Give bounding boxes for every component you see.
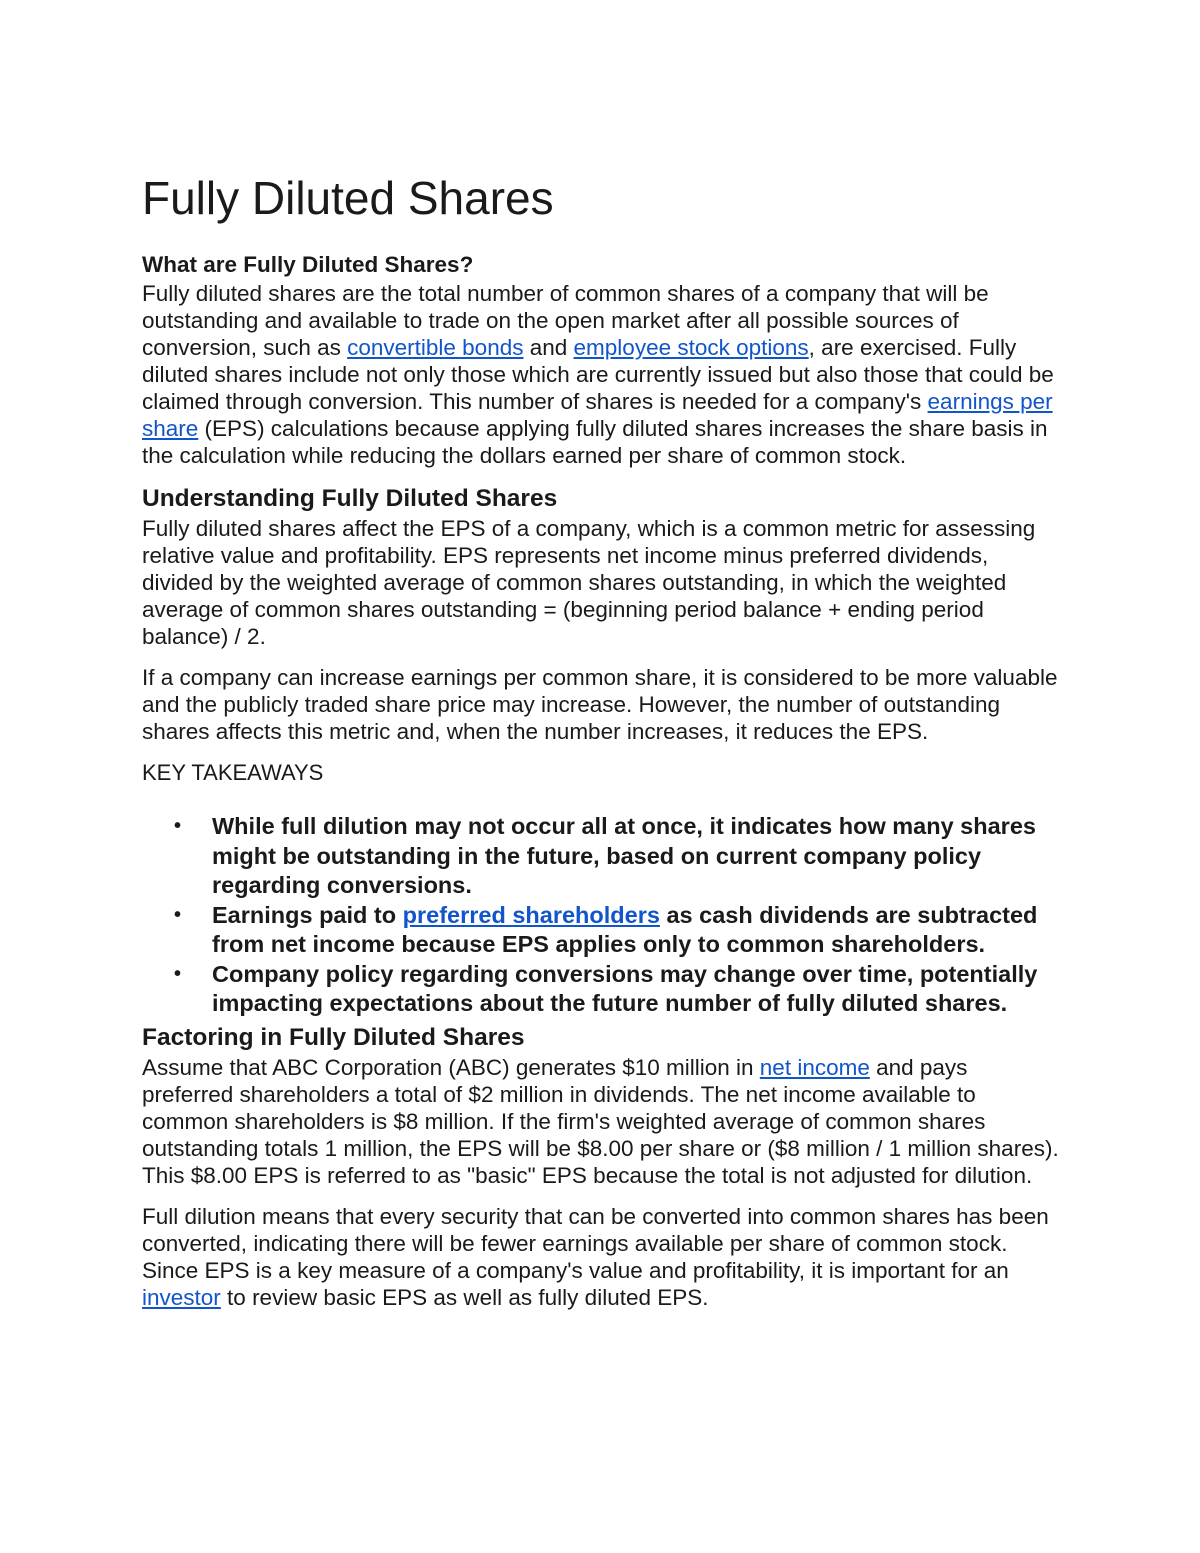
link-earnings-per-share[interactable]: earnings per share — [142, 389, 1053, 441]
link-employee-stock-options[interactable]: employee stock options — [573, 335, 809, 360]
text-run: to review basic EPS as well as fully diluted EPS. — [220, 1284, 709, 1310]
key-takeaways — [142, 759, 1062, 1019]
bullet-icon: • — [174, 815, 182, 837]
section-understanding-paragraph-1: Fully diluted shares affect the EPS of a company, which is a common metric for assessing relative value and profitability. EPS represents net income minus preferred dividends, divided by the weighted average of common shares outstanding, in which the weighted average of common shares outstanding = (beginning period balance + ending period balance) / 2. — [142, 516, 1036, 649]
list-item — [142, 901, 1062, 960]
section-what-are-paragraph — [142, 280, 1062, 469]
text-run: Company policy regarding conversions may change over time, potentially impacting expectations about the future number of fully diluted shares. — [212, 960, 1038, 1016]
key-takeaways-title: KEY TAKEAWAYS — [142, 760, 324, 785]
link-convertible-bonds[interactable]: convertible bonds — [347, 335, 524, 360]
text-run: Full dilution means that every security that can be converted into common shares has been converted, indicating there will be fewer earnings available per share of common stock. Since EPS is a key measure of a company's value and profitability, it is important for an — [142, 1203, 1049, 1283]
list-item — [142, 812, 1062, 901]
section-heading-understanding: Understanding Fully Diluted Shares — [142, 485, 558, 512]
section-understanding-paragraph-2: If a company can increase earnings per common share, it is considered to be more valuable and the publicly traded share price may increase. However, the number of outstanding shares affects this metric and, when the number increases, it reduces the EPS. — [142, 665, 1058, 744]
bullet-icon: • — [174, 903, 182, 926]
section-what-are — [142, 250, 1062, 469]
section-factoring-paragraph-2 — [142, 1203, 1062, 1311]
link-investor[interactable]: investor — [142, 1284, 221, 1310]
text-run: and pays preferred shareholders a total of $2 million in dividends. The net income available to common shareholders is $8 million. If the firm's weighted average of common shares outstanding totals 1 million, the EPS will be $8.00 per share or ($8 million / 1 million shares). This $8.00 EPS is referred to as "basic" EPS because the total is not adjusted for dilution. — [142, 1054, 1059, 1188]
section-factoring-paragraph-1 — [142, 1054, 1062, 1189]
text-run: , are exercised. Fully diluted shares include not only those which are currently issued but also those that could be claimed through conversion. This number of shares is needed for a company's — [142, 335, 1054, 414]
text-run: as cash dividends are subtracted from net income because EPS applies only to common shareholders. — [212, 901, 1038, 957]
section-heading-what-are: What are Fully Diluted Shares? — [142, 252, 474, 277]
bullet-icon: • — [174, 962, 182, 985]
section-understanding — [142, 483, 1062, 745]
key-takeaways-list — [142, 812, 1062, 1019]
section-factoring — [142, 1022, 1062, 1311]
link-preferred-shareholders[interactable]: preferred shareholders — [402, 901, 660, 928]
list-item — [142, 960, 1062, 1019]
page-title: Fully Diluted Shares — [142, 172, 554, 224]
text-run: and — [523, 335, 574, 360]
text-run: Assume that ABC Corporation (ABC) generates $10 million in — [142, 1054, 760, 1080]
link-net-income[interactable]: net income — [759, 1054, 870, 1080]
text-run: Earnings paid to — [212, 901, 403, 928]
text-run: While full dilution may not occur all at once, it indicates how many shares might be outstanding in the future, based on current company policy regarding conversions. — [212, 813, 1036, 898]
section-heading-factoring: Factoring in Fully Diluted Shares — [142, 1023, 525, 1051]
document-page — [142, 172, 1062, 1311]
text-run: (EPS) calculations because applying fully diluted shares increases the share basis in the calculation while reducing the dollars earned per share of common stock. — [142, 416, 1048, 468]
text-run: Fully diluted shares are the total number of common shares of a company that will be outstanding and available to trade on the open market after all possible sources of conversion, such as — [142, 281, 989, 360]
